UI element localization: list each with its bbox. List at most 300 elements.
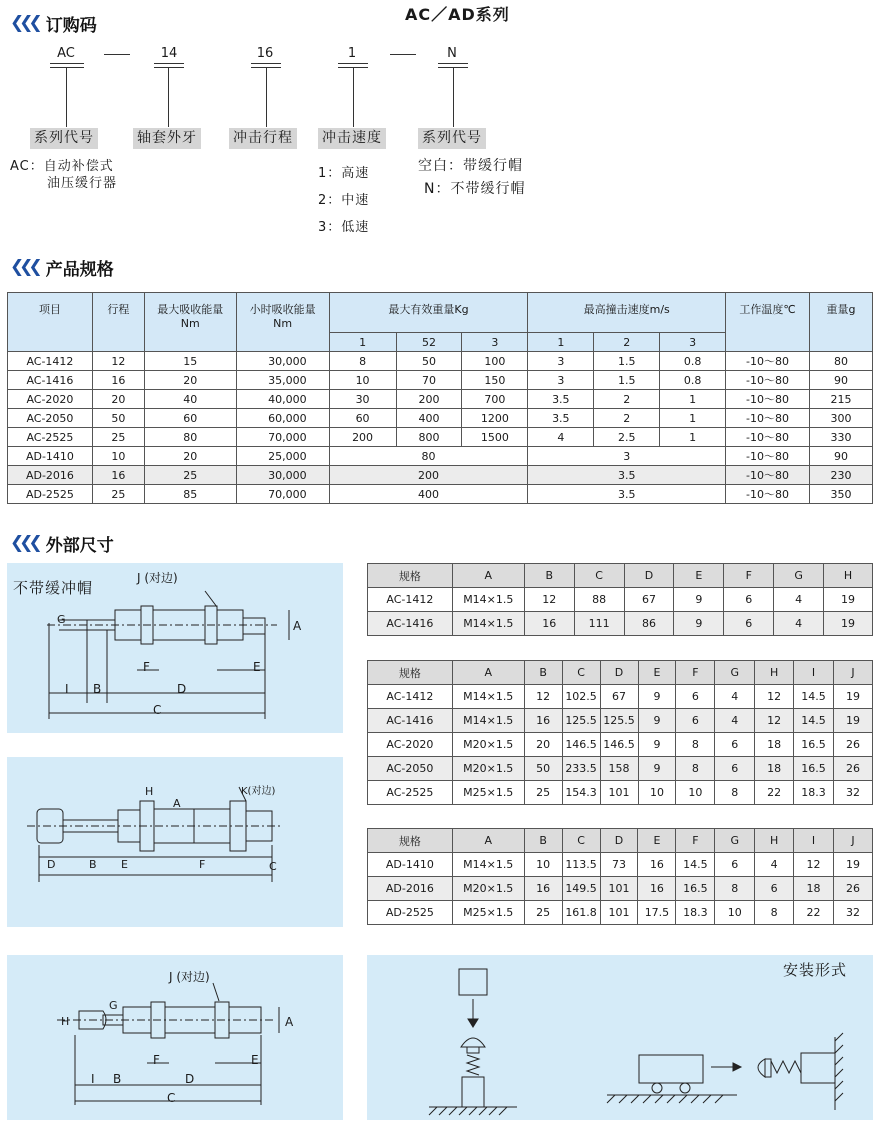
table-cell: 32 (834, 901, 873, 925)
chevron-icon: ❮❮❮ (10, 13, 38, 33)
label-j: J (对边) (137, 571, 178, 585)
dim-label: H (61, 1015, 70, 1028)
table-cell: 146.5 (600, 733, 638, 757)
table-cell: 1500 (462, 428, 528, 447)
table-cell: H (755, 829, 794, 853)
table-cell: 25 (92, 485, 144, 504)
header-unit: Nm (180, 317, 200, 330)
table-cell: 16 (638, 877, 676, 901)
table-cell: 70,000 (236, 485, 329, 504)
table-cell: 3 (528, 352, 594, 371)
table-cell: G (774, 564, 824, 588)
table-cell: AC-2525 (8, 428, 93, 447)
label-speed: 冲击速度 (318, 128, 386, 149)
table-cell: 4 (774, 612, 824, 636)
table-cell: D (624, 564, 674, 588)
table-cell: 80 (144, 428, 236, 447)
table-cell: 6 (676, 709, 715, 733)
header-unit: Nm (273, 317, 293, 330)
table-cell: 6 (755, 877, 794, 901)
section-title: 订购码 (45, 15, 97, 36)
table-cell: 20 (144, 371, 236, 390)
page-title: AC／AD系列 (405, 5, 510, 24)
table-row (8, 485, 873, 504)
table-cell: AC-2050 (368, 757, 453, 781)
table-cell: 规格 (368, 829, 453, 853)
table-cell: 10 (329, 371, 396, 390)
drawing-ad (7, 757, 343, 927)
table-cell: 25 (524, 781, 562, 805)
table-cell: 19 (834, 853, 873, 877)
table-cell: 9 (638, 685, 676, 709)
header-cell: 3 (660, 333, 726, 352)
header-cell: 52 (396, 333, 462, 352)
table-row (8, 352, 873, 371)
header-cell: 工作温度℃ (726, 293, 810, 352)
table-cell: 16 (92, 466, 144, 485)
table-cell: 22 (755, 781, 794, 805)
table-cell: 规格 (368, 564, 453, 588)
table-cell: 80 (809, 352, 872, 371)
table-row (368, 853, 873, 877)
underline (438, 63, 468, 64)
table-cell: 88 (574, 588, 624, 612)
mounting-diagram (367, 955, 873, 1120)
table-cell: M25×1.5 (452, 901, 524, 925)
table-cell: 9 (638, 733, 676, 757)
shock-absorber-drawing (7, 563, 343, 733)
table-cell: 6 (715, 733, 755, 757)
code-stroke: 16 (256, 46, 274, 61)
label-thread: 轴套外牙 (133, 128, 201, 149)
table-cell: H (755, 661, 794, 685)
table-cell: C (562, 829, 600, 853)
table-row (368, 612, 873, 636)
table-cell: 3.5 (528, 466, 726, 485)
label-k: K(对边) (241, 786, 276, 797)
table-header (368, 829, 873, 853)
dim-label: C (269, 860, 277, 873)
table-cell: M14×1.5 (452, 588, 524, 612)
table-cell: 12 (524, 685, 562, 709)
table-cell: 10 (638, 781, 676, 805)
table-cell: 4 (755, 853, 794, 877)
table-cell: 40 (144, 390, 236, 409)
note-line: 油压缓行器 (47, 176, 118, 191)
dash (104, 54, 130, 55)
table-cell: B (524, 829, 562, 853)
table-cell: 70,000 (236, 428, 329, 447)
dim-label: D (185, 1072, 195, 1086)
table-row (8, 447, 873, 466)
table-cell: 25 (144, 466, 236, 485)
table-header (8, 293, 873, 333)
note-line: N：不带缓行帽 (424, 181, 526, 197)
table-row (368, 733, 873, 757)
section-specs (10, 256, 114, 278)
table-cell: 125.5 (600, 709, 638, 733)
dim-table-body (368, 829, 873, 925)
table-cell: 154.3 (562, 781, 600, 805)
table-cell: 113.5 (562, 853, 600, 877)
table-cell: 60,000 (236, 409, 329, 428)
table-cell: 9 (638, 709, 676, 733)
note-cap (418, 155, 525, 201)
table-cell: 8 (715, 781, 755, 805)
table-cell: F (676, 829, 715, 853)
table-cell: -10～80 (726, 409, 810, 428)
table-cell: A (452, 829, 524, 853)
table-cell: 50 (92, 409, 144, 428)
table-cell: 50 (396, 352, 462, 371)
table-cell: H (824, 564, 873, 588)
leader-line (168, 67, 169, 127)
table-cell: 22 (794, 901, 834, 925)
table-cell: 40,000 (236, 390, 329, 409)
table-cell: 8 (676, 757, 715, 781)
table-cell: 16 (524, 709, 562, 733)
code-series: AC (57, 46, 75, 61)
table-cell: 25,000 (236, 447, 329, 466)
table-cell: 30,000 (236, 352, 329, 371)
shock-absorber-ad-drawing (7, 757, 343, 927)
table-cell: 1 (660, 428, 726, 447)
table-cell: AD-2525 (368, 901, 453, 925)
table-cell: 12 (755, 685, 794, 709)
code-thread: 14 (160, 46, 178, 61)
underline (50, 67, 84, 68)
header-cell: 重量g (809, 293, 872, 352)
table-cell: 18 (755, 733, 794, 757)
table-cell: 19 (824, 612, 873, 636)
table-cell: AC-1416 (368, 709, 453, 733)
table-cell: M14×1.5 (452, 709, 524, 733)
table-cell: 111 (574, 612, 624, 636)
table-cell: 700 (462, 390, 528, 409)
dim-table-2 (367, 660, 873, 805)
header-cell: 2 (594, 333, 660, 352)
table-cell: 102.5 (562, 685, 600, 709)
table-cell: 12 (794, 853, 834, 877)
table-cell: 30,000 (236, 466, 329, 485)
table-row (8, 466, 873, 485)
table-cell: 20 (524, 733, 562, 757)
table-cell: 12 (92, 352, 144, 371)
table-cell: G (715, 829, 755, 853)
table-cell: 9 (638, 757, 676, 781)
table-cell: 161.8 (562, 901, 600, 925)
table-cell: M14×1.5 (452, 612, 524, 636)
table-cell: 19 (824, 588, 873, 612)
dim-table-3 (367, 828, 873, 925)
spec-table (7, 292, 873, 504)
table-cell: 70 (396, 371, 462, 390)
table-row (368, 757, 873, 781)
table-cell: 67 (624, 588, 674, 612)
dim-label: I (65, 682, 69, 696)
table-cell: 6 (715, 757, 755, 781)
table-header (368, 564, 873, 588)
table-cell: B (524, 661, 562, 685)
table-cell: 233.5 (562, 757, 600, 781)
table-cell: 10 (92, 447, 144, 466)
table-cell: 12 (755, 709, 794, 733)
table-cell: I (794, 829, 834, 853)
table-cell: 1.5 (594, 352, 660, 371)
dash (390, 54, 416, 55)
note-speed (318, 160, 369, 241)
dim-label: E (121, 858, 128, 871)
leader-line (66, 67, 67, 127)
table-cell: I (794, 661, 834, 685)
table-cell: 19 (834, 685, 873, 709)
table-cell: 16 (524, 877, 562, 901)
dim-label: I (91, 1072, 95, 1086)
table-cell: AD-2525 (8, 485, 93, 504)
table-cell: AC-1412 (368, 588, 453, 612)
header-cell (236, 293, 329, 352)
table-cell: 12 (524, 588, 574, 612)
table-cell: 67 (600, 685, 638, 709)
table-cell: 9 (674, 612, 724, 636)
table-cell: 330 (809, 428, 872, 447)
underline (154, 67, 184, 68)
table-cell: 200 (396, 390, 462, 409)
label-cap: 系列代号 (418, 128, 486, 149)
table-cell: AC-2525 (368, 781, 453, 805)
leader-line (266, 67, 267, 127)
dim-label: C (167, 1091, 176, 1105)
table-row (368, 685, 873, 709)
table-cell: 16 (638, 853, 676, 877)
table-cell: 26 (834, 877, 873, 901)
table-cell: 6 (715, 853, 755, 877)
underline (338, 63, 368, 64)
drawing-title: 不带缓冲帽 (13, 579, 94, 597)
dim-label: D (177, 682, 187, 696)
table-cell: 4 (715, 685, 755, 709)
table-cell: 10 (715, 901, 755, 925)
header-cell: 最高撞击速度m/s (528, 293, 726, 333)
table-cell: 8 (329, 352, 396, 371)
table-cell: 25 (524, 901, 562, 925)
dim-table-1 (367, 563, 873, 636)
table-cell: M14×1.5 (452, 685, 524, 709)
table-cell: A (452, 564, 524, 588)
table-cell: -10～80 (726, 447, 810, 466)
table-cell: 1200 (462, 409, 528, 428)
table-cell: 19 (834, 709, 873, 733)
table-cell: 100 (462, 352, 528, 371)
table-cell: 10 (524, 853, 562, 877)
table-cell: AD-2016 (8, 466, 93, 485)
header-cell: 行程 (92, 293, 144, 352)
table-cell: 8 (676, 733, 715, 757)
table-cell: 50 (524, 757, 562, 781)
table-row (368, 588, 873, 612)
table-cell: AC-2020 (368, 733, 453, 757)
table-cell: AD-1410 (368, 853, 453, 877)
header-text: 最大吸收能量 (157, 303, 224, 316)
table-cell: AC-1412 (8, 352, 93, 371)
table-cell: M25×1.5 (452, 781, 524, 805)
table-cell: AC-1416 (8, 371, 93, 390)
table-cell: 14.5 (794, 685, 834, 709)
table-cell: 18 (755, 757, 794, 781)
code-cap: N (447, 46, 457, 61)
header-text: 小时吸收能量 (249, 303, 316, 316)
table-cell: 1 (660, 409, 726, 428)
table-cell: 18 (794, 877, 834, 901)
table-cell: E (638, 829, 676, 853)
table-cell: 3 (528, 447, 726, 466)
table-cell: C (574, 564, 624, 588)
dim-label: C (153, 703, 162, 717)
table-cell: 16 (524, 612, 574, 636)
table-cell: 0.8 (660, 352, 726, 371)
table-cell: 350 (809, 485, 872, 504)
table-cell: 30 (329, 390, 396, 409)
table-cell: 26 (834, 757, 873, 781)
table-cell: 4 (715, 709, 755, 733)
table-cell: 8 (715, 877, 755, 901)
dim-label: F (199, 858, 206, 871)
table-cell: 400 (329, 485, 528, 504)
dim-label: G (57, 613, 66, 626)
table-cell: 86 (624, 612, 674, 636)
dim-label: A (293, 619, 302, 633)
underline (251, 63, 281, 64)
table-cell: 80 (329, 447, 528, 466)
table-row (368, 709, 873, 733)
dim-label: E (253, 660, 261, 674)
table-cell: 8 (755, 901, 794, 925)
table-cell: 149.5 (562, 877, 600, 901)
table-cell: 20 (92, 390, 144, 409)
table-cell: 150 (462, 371, 528, 390)
table-cell: 32 (834, 781, 873, 805)
table-cell: AC-1412 (368, 685, 453, 709)
spec-table-body (8, 352, 873, 504)
header-cell: 3 (462, 333, 528, 352)
table-cell: 400 (396, 409, 462, 428)
table-cell: 3.5 (528, 409, 594, 428)
dim-label: D (47, 858, 56, 871)
table-cell: -10～80 (726, 428, 810, 447)
table-cell: 73 (600, 853, 638, 877)
table-row (8, 390, 873, 409)
table-cell: 60 (144, 409, 236, 428)
dim-label: H (145, 785, 154, 798)
table-cell: G (715, 661, 755, 685)
table-cell: 2.5 (594, 428, 660, 447)
table-cell: 6 (676, 685, 715, 709)
header-cell: 1 (528, 333, 594, 352)
table-cell: 10 (676, 781, 715, 805)
table-cell: 16 (92, 371, 144, 390)
table-cell: 4 (774, 588, 824, 612)
table-cell: 200 (329, 466, 528, 485)
table-cell: -10～80 (726, 371, 810, 390)
mount-title: 安装形式 (783, 961, 848, 979)
table-cell: 158 (600, 757, 638, 781)
header-cell: 项目 (8, 293, 93, 352)
note-ac (10, 158, 117, 192)
table-cell: D (600, 829, 638, 853)
table-cell: 14.5 (676, 853, 715, 877)
table-cell: J (834, 829, 873, 853)
table-row (368, 901, 873, 925)
table-cell: J (834, 661, 873, 685)
note-line: AC：自动补偿式 (10, 159, 114, 174)
table-cell: E (674, 564, 724, 588)
dim-table-body (368, 564, 873, 636)
table-cell: 3.5 (528, 485, 726, 504)
table-cell: 90 (809, 447, 872, 466)
table-cell: -10～80 (726, 485, 810, 504)
table-cell: 1.5 (594, 371, 660, 390)
table-cell: 200 (329, 428, 396, 447)
table-cell: 6 (724, 612, 774, 636)
table-cell: 101 (600, 877, 638, 901)
table-cell: 25 (92, 428, 144, 447)
table-row (8, 371, 873, 390)
table-cell: D (600, 661, 638, 685)
table-cell: A (452, 661, 524, 685)
table-cell: 125.5 (562, 709, 600, 733)
table-cell: 9 (674, 588, 724, 612)
table-cell: C (562, 661, 600, 685)
table-cell: AD-2016 (368, 877, 453, 901)
table-cell: 26 (834, 733, 873, 757)
underline (154, 63, 184, 64)
table-cell: M20×1.5 (452, 733, 524, 757)
table-cell: 16.5 (794, 733, 834, 757)
table-cell: AC-2050 (8, 409, 93, 428)
chevron-icon: ❮❮❮ (10, 533, 38, 553)
dim-label: B (113, 1072, 122, 1086)
table-cell: 101 (600, 781, 638, 805)
table-cell: AC-1416 (368, 612, 453, 636)
note-line: 1：高速 (318, 166, 370, 181)
dim-label: F (153, 1053, 160, 1067)
table-cell: 1 (660, 390, 726, 409)
table-cell: 规格 (368, 661, 453, 685)
header-cell (144, 293, 236, 352)
table-cell: 230 (809, 466, 872, 485)
table-cell: B (524, 564, 574, 588)
table-row (8, 428, 873, 447)
mounting-panel (367, 955, 873, 1120)
table-cell: 15 (144, 352, 236, 371)
dim-label: G (109, 999, 118, 1012)
table-cell: 17.5 (638, 901, 676, 925)
table-cell: 35,000 (236, 371, 329, 390)
table-cell: 2 (594, 390, 660, 409)
table-cell: 215 (809, 390, 872, 409)
table-cell: 60 (329, 409, 396, 428)
table-cell: 4 (528, 428, 594, 447)
table-cell: AC-2020 (8, 390, 93, 409)
table-cell: 18.3 (794, 781, 834, 805)
section-title: 外部尺寸 (45, 535, 114, 556)
section-order-code (10, 12, 97, 34)
drawing-no-cap (7, 563, 343, 733)
table-cell: F (676, 661, 715, 685)
table-cell: 800 (396, 428, 462, 447)
label-j: J (对边) (169, 970, 210, 984)
table-cell: 2 (594, 409, 660, 428)
